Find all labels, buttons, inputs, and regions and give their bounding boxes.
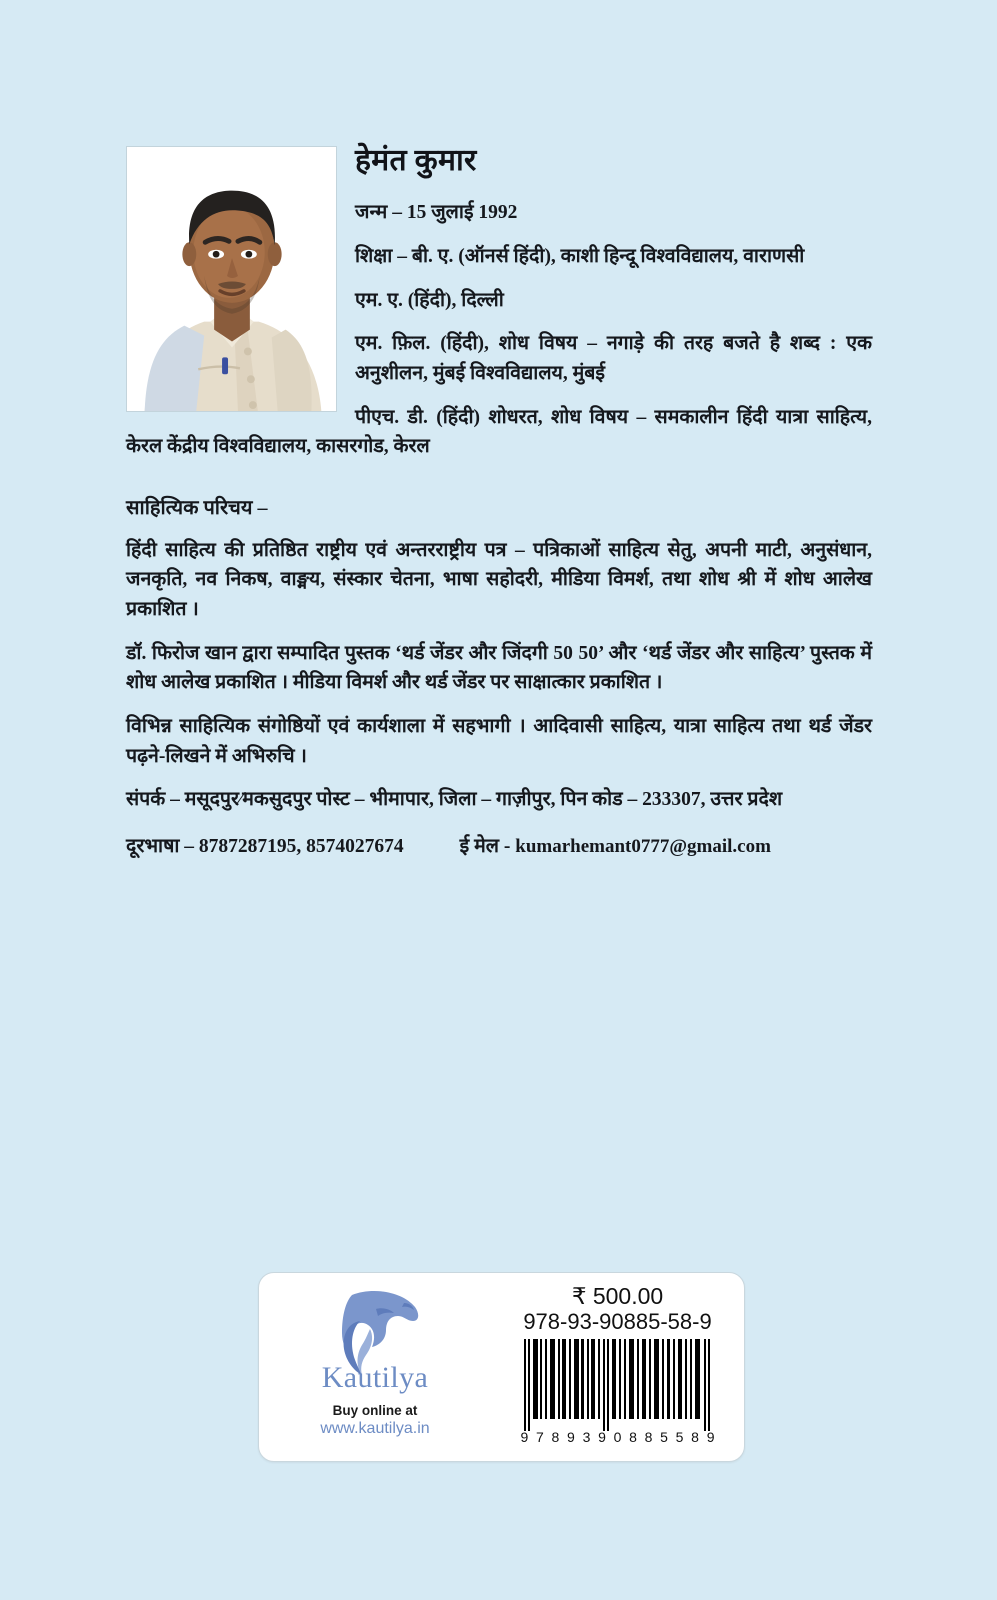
isbn-number: 978-93-90885-58-9 [523, 1309, 712, 1335]
publisher-barcode-card [258, 1272, 745, 1462]
barcode-digit: 9 [520, 1428, 529, 1445]
contact-address: संपर्क – मसूदपुर⁄मकसुदपुर पोस्ट – भीमापार, जिला – गाज़ीपुर, पिन कोड – 233307, उत्तर प्रदेश [126, 789, 783, 811]
barcode-digit: 8 [629, 1428, 637, 1445]
barcode-digit: 9 [567, 1428, 575, 1445]
barcode [520, 1339, 716, 1445]
contact-phone: दूरभाषा – 8787287195, 8574027674 [126, 835, 404, 857]
literary-paragraph-books: डॉ. फिरोज खान द्वारा सम्पादित पुस्तक ‘थर्ड जेंडर और जिंदगी 50 50’ और ‘थर्ड जेंडर और साहित्य’ पुस्तक में शोध आलेख प्रकाशित । मीडिया विमर्श और थर्ड जेंडर पर साक्षात्कार प्रकाशित । [126, 642, 872, 694]
barcode-digit: 8 [551, 1428, 560, 1445]
author-birth-line: जन्म – 15 जुलाई 1992 [355, 202, 518, 224]
barcode-digit: 5 [675, 1428, 684, 1445]
barcode-digit: 0 [613, 1428, 622, 1445]
book-price: ₹ 500.00 [571, 1283, 664, 1309]
author-education-ba: शिक्षा – बी. ए. (ऑनर्स हिंदी), काशी हिन्दू विश्वविद्यालय, वाराणसी [355, 246, 805, 268]
buy-online-label: Buy online at [332, 1403, 418, 1418]
email-value: kumarhemant0777@gmail.com [515, 835, 771, 857]
barcode-digit-row [520, 1429, 716, 1445]
barcode-digit: 7 [536, 1428, 544, 1445]
literary-paragraph-seminars: विभिन्न साहित्यिक संगोष्ठियों एवं कार्यशाला में सहभागी । आदिवासी साहित्य, यात्रा साहित्य तथा थर्ड जेंडर पढ़ने-लिखने में अभिरुचि । [126, 715, 872, 767]
author-education-phd: पीएच. डी. (हिंदी) शोधरत, शोध विषय – समकालीन हिंदी यात्रा साहित्य, केरल केंद्रीय विश्वविद्यालय, कासरगोड, केरल [126, 406, 872, 458]
author-photo [126, 146, 337, 412]
barcode-bars [520, 1339, 716, 1431]
publisher-branding [259, 1273, 491, 1461]
publisher-website-link[interactable]: www.kautilya.in [320, 1420, 430, 1437]
barcode-digit: 9 [598, 1428, 606, 1445]
author-education-mphil: एम. फ़िल. (हिंदी), शोध विषय – नगाड़े की तरह बजते है शब्द : एक अनुशीलन, मुंबई विश्वविद्यालय, मुंबई [355, 333, 872, 384]
barcode-digit: 9 [706, 1428, 715, 1445]
barcode-digit: 8 [691, 1428, 699, 1445]
author-bio-section [126, 143, 872, 858]
contact-email [460, 831, 771, 858]
barcode-digit: 8 [644, 1428, 653, 1445]
literary-intro-heading: साहित्यिक परिचय – [126, 496, 268, 519]
author-portrait-illustration [127, 147, 336, 411]
author-name: हेमंत कुमार [355, 144, 477, 177]
publisher-name: Kautilya [321, 1361, 429, 1394]
barcode-digit: 3 [582, 1428, 591, 1445]
literary-paragraph-journals: हिंदी साहित्य की प्रतिष्ठित राष्ट्रीय एवं अन्तरराष्ट्रीय पत्र – पत्रिकाओं साहित्य सेतु, अपनी माटी, अनुसंधान, जनकृति, नव निकष, वाङ्मय, संस्कार चेतना, भाषा सहोदरी, मीडिया विमर्श, तथा शोध श्री में शोध आलेख प्रकाशित । [126, 539, 872, 621]
email-label: ई मेल - [459, 835, 511, 857]
contact-phone-email-row [126, 831, 872, 858]
price-isbn-barcode [491, 1273, 744, 1461]
barcode-digit: 5 [660, 1428, 668, 1445]
author-education-ma: एम. ए. (हिंदी), दिल्ली [355, 289, 504, 311]
